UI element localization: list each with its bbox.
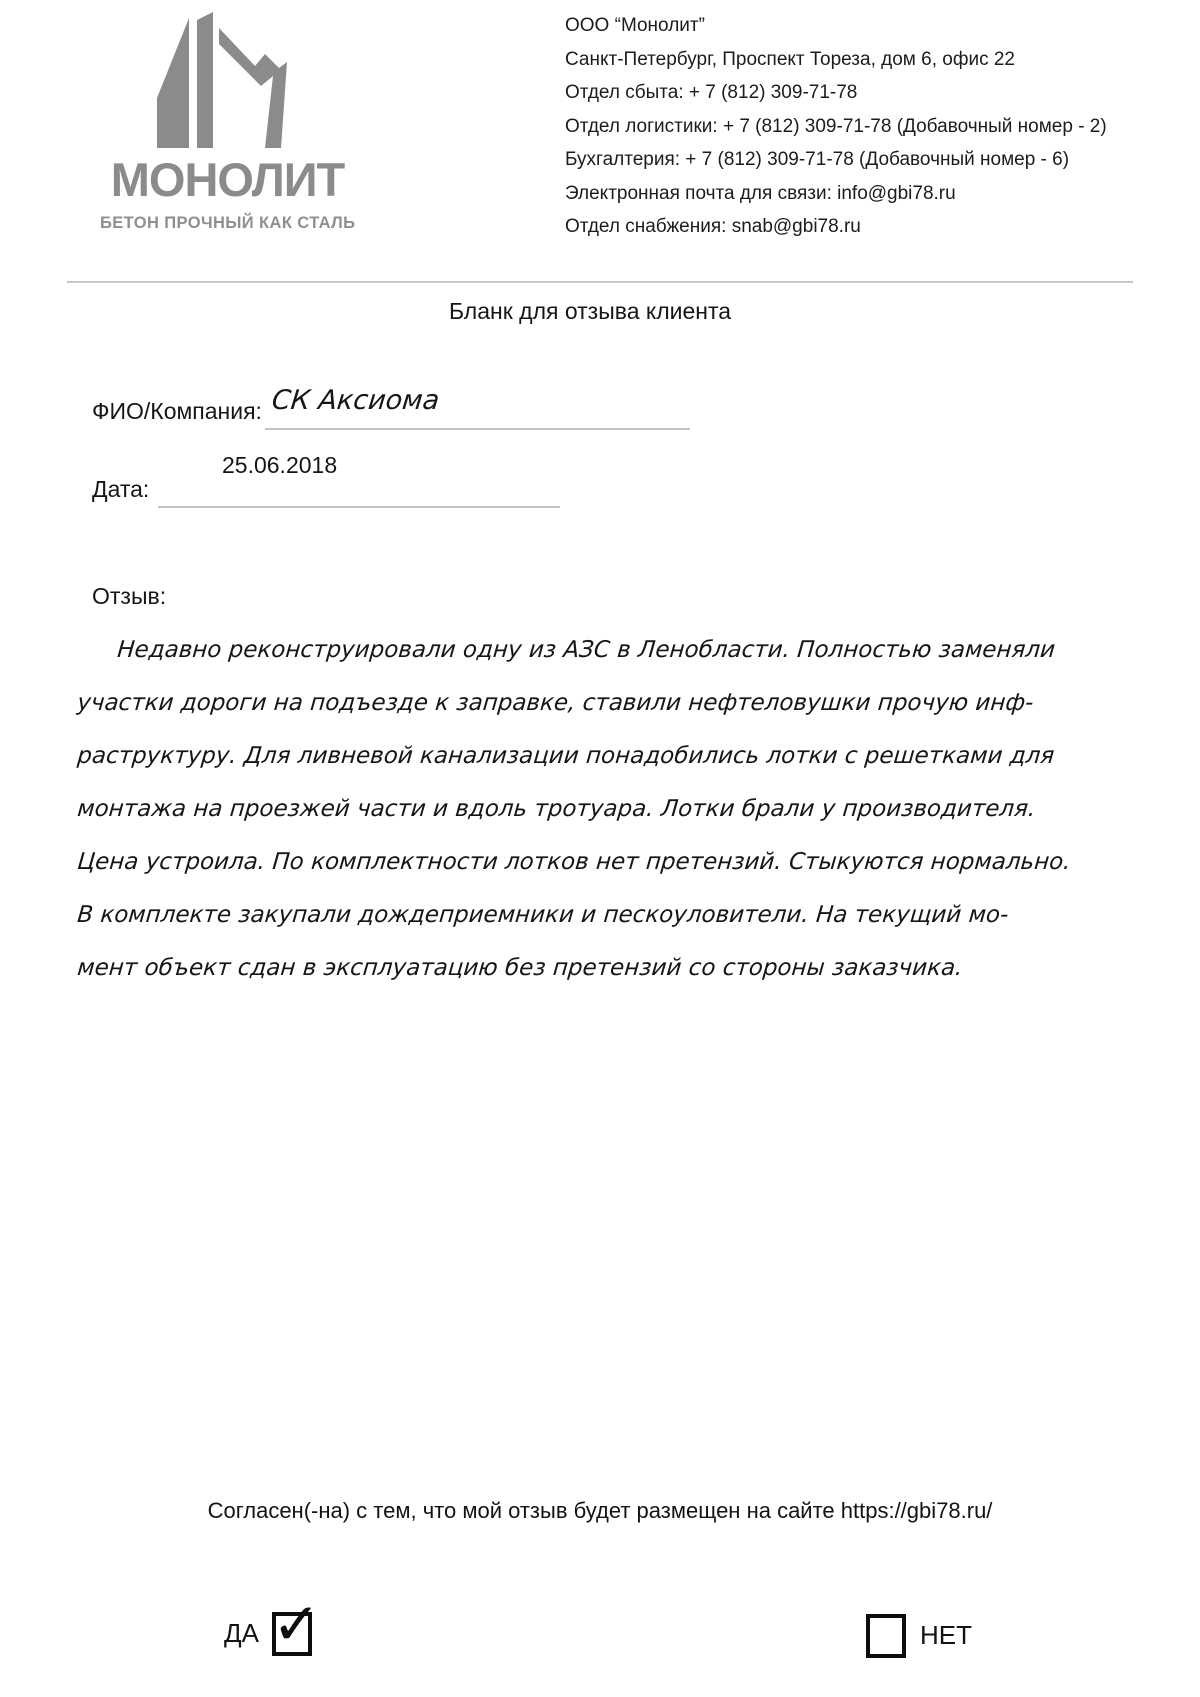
review-line: мент объект сдан в эксплуатацию без претензий со стороны заказчика. [76, 955, 964, 981]
no-checkbox[interactable] [866, 1614, 906, 1658]
divider [67, 281, 1133, 283]
name-field-underline [265, 428, 690, 430]
no-label: НЕТ [920, 1620, 972, 1650]
checkmark-icon: ✓ [272, 1590, 321, 1658]
yes-label: ДА [224, 1618, 259, 1648]
contact-line: Санкт-Петербург, Проспект Тореза, дом 6, офис 22 [565, 48, 1015, 70]
date-field-label: Дата: [92, 476, 150, 502]
form-title: Бланк для отзыва клиента [448, 298, 732, 324]
contact-line: Отдел снабжения: snab@gbi78.ru [565, 216, 861, 237]
review-line: участки дороги на подъезде к заправке, ставили нефтеловушки прочую инф- [76, 690, 1035, 716]
review-line: В комплекте закупали дождеприемники и пескоуловители. На текущий мо- [76, 902, 1010, 928]
logo-brand-text: МОНОЛИТ [110, 153, 345, 206]
logo-tagline: БЕТОН ПРОЧНЫЙ КАК СТАЛЬ [100, 214, 356, 232]
contact-line: Бухгалтерия: + 7 (812) 309-71-78 (Добавочный номер - 6) [565, 149, 1070, 170]
name-field-label: ФИО/Компания: [92, 398, 262, 424]
contact-line: Электронная почта для связи: info@gbi78.ru [565, 182, 956, 204]
date-field-value: 25.06.2018 [222, 452, 338, 478]
review-line: монтажа на проезжей части и вдоль тротуара. Лотки брали у производителя. [76, 796, 1037, 822]
company-contacts [565, 9, 1107, 244]
name-field-value: СК Аксиома [270, 385, 441, 416]
consent-statement: Согласен(-на) с тем, что мой отзыв будет размещен на сайте https://gbi78.ru/ [207, 1498, 993, 1523]
yes-checkbox[interactable] [272, 1590, 321, 1658]
contact-line: ООО “Монолит” [565, 15, 705, 36]
building-towers-icon [153, 8, 303, 148]
review-line: Недавно реконструировали одну из АЗС в Ленобласти. Полностью заменяли [116, 637, 1057, 663]
review-line: Цена устроила. По комплектности лотков нет претензий. Стыкуются нормально. [76, 849, 1072, 875]
date-field-underline [158, 506, 560, 508]
contact-line: Отдел сбыта: + 7 (812) 309-71-78 [565, 82, 858, 103]
contact-line: Отдел логистики: + 7 (812) 309-71-78 (Добавочный номер - 2) [565, 115, 1107, 137]
review-field-label: Отзыв: [92, 583, 167, 609]
review-line: раструктуру. Для ливневой канализации понадобились лотки с решетками для [76, 743, 1056, 769]
review-text [75, 624, 1135, 995]
company-logo [100, 8, 355, 233]
